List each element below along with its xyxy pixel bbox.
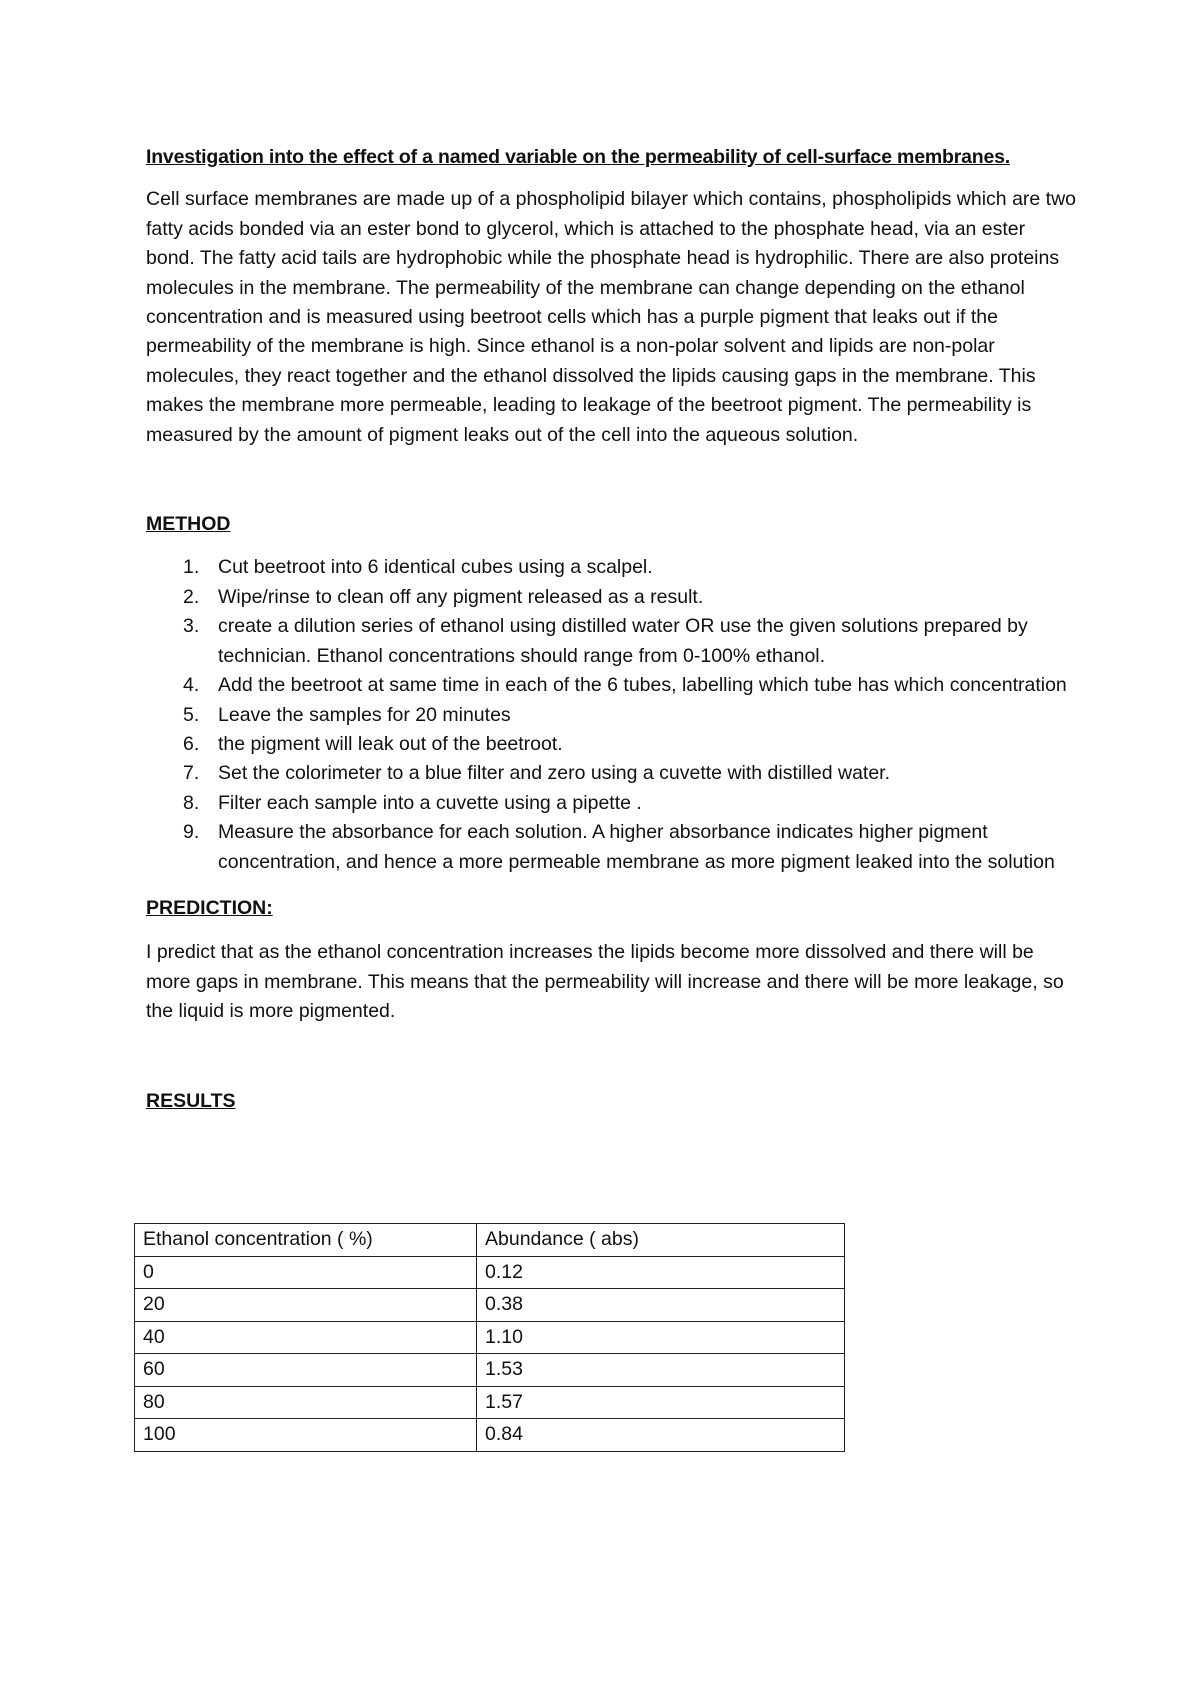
step-number: 6. bbox=[183, 732, 200, 755]
step-text: create a dilution series of ethanol using distilled water OR use the given solutions prepared by technician. Ethanol concentrations should range from 0-100% ethanol. bbox=[218, 615, 1028, 667]
table-cell: 0.38 bbox=[477, 1289, 845, 1322]
table-row bbox=[135, 1386, 845, 1419]
step-text: Set the colorimeter to a blue filter and zero using a cuvette with distilled water. bbox=[218, 762, 891, 785]
method-heading: METHOD bbox=[146, 513, 231, 536]
step-number: 4. bbox=[183, 674, 200, 697]
results-table bbox=[134, 1223, 845, 1452]
results-heading: RESULTS bbox=[146, 1089, 236, 1112]
list-item bbox=[146, 701, 1076, 730]
step-number: 8. bbox=[183, 791, 200, 814]
table-cell: 0.84 bbox=[477, 1419, 845, 1452]
intro-paragraph: Cell surface membranes are made up of a phospholipid bilayer which contains, phospholipids which are two fatty acids bonded via an ester bond to glycerol, which is attached to the phosphate head, via an ester bond. The fatty acid tails are hydrophobic while the phosphate head is hydrophilic. There are also proteins molecules in the membrane. The permeability of the membrane can change depending on the ethanol concentration and is measured using beetroot cells which has a purple pigment that leaks out if the permeability of the membrane is high. Since ethanol is a non-polar solvent and lipids are non-polar molecules, they react together and the ethanol dissolved the lipids causing gaps in the membrane. This makes the membrane more permeable, leading to leakage of the beetroot pigment. The permeability is measured by the amount of pigment leaks out of the cell into the aqueous solution. bbox=[146, 188, 1077, 446]
list-item bbox=[146, 730, 1076, 759]
step-number: 2. bbox=[183, 585, 200, 608]
step-number: 7. bbox=[183, 762, 200, 785]
step-text: Leave the samples for 20 minutes bbox=[218, 703, 511, 726]
step-number: 9. bbox=[183, 821, 200, 844]
table-cell: 60 bbox=[135, 1354, 477, 1387]
table-cell: 1.57 bbox=[477, 1386, 845, 1419]
table-cell: 1.53 bbox=[477, 1354, 845, 1387]
step-text: Cut beetroot into 6 identical cubes using a scalpel. bbox=[218, 556, 653, 579]
step-text: Filter each sample into a cuvette using a pipette . bbox=[218, 791, 642, 814]
list-item bbox=[146, 759, 1076, 788]
step-text: the pigment will leak out of the beetroot. bbox=[218, 732, 563, 755]
method-steps-list bbox=[146, 553, 1076, 876]
table-row bbox=[135, 1321, 845, 1354]
table-cell: 20 bbox=[135, 1289, 477, 1322]
table-row bbox=[135, 1354, 845, 1387]
table-row bbox=[135, 1289, 845, 1322]
document-title: Investigation into the effect of a named variable on the permeability of cell-surface membranes. bbox=[146, 146, 1010, 168]
step-number: 3. bbox=[183, 615, 200, 638]
step-text: Wipe/rinse to clean off any pigment released as a result. bbox=[218, 585, 704, 608]
table-cell: 0 bbox=[135, 1256, 477, 1289]
table-row bbox=[135, 1419, 845, 1452]
step-text: Add the beetroot at same time in each of the 6 tubes, labelling which tube has which concentration bbox=[218, 674, 1067, 697]
step-text: Measure the absorbance for each solution. A higher absorbance indicates higher pigment concentration, and hence a more permeable membrane as more pigment leaked into the solution bbox=[218, 821, 1055, 873]
table-row bbox=[135, 1256, 845, 1289]
step-number: 5. bbox=[183, 703, 200, 726]
column-header: Ethanol concentration ( %) bbox=[135, 1224, 477, 1257]
table-cell: 80 bbox=[135, 1386, 477, 1419]
list-item bbox=[146, 583, 1076, 612]
column-header: Abundance ( abs) bbox=[477, 1224, 845, 1257]
list-item bbox=[146, 818, 1076, 877]
prediction-paragraph: I predict that as the ethanol concentration increases the lipids become more dissolved and there will be more gaps in membrane. This means that the permeability will increase and there will be more leakage, so the liquid is more pigmented. bbox=[146, 941, 1064, 1023]
table-cell: 0.12 bbox=[477, 1256, 845, 1289]
document-page bbox=[146, 143, 1076, 1116]
step-number: 1. bbox=[183, 556, 200, 579]
table-header-row bbox=[135, 1224, 845, 1257]
prediction-heading: PREDICTION: bbox=[146, 896, 273, 919]
list-item bbox=[146, 612, 1076, 671]
list-item bbox=[146, 789, 1076, 818]
table-cell: 100 bbox=[135, 1419, 477, 1452]
list-item bbox=[146, 553, 1076, 582]
table-cell: 1.10 bbox=[477, 1321, 845, 1354]
list-item bbox=[146, 671, 1076, 700]
table-cell: 40 bbox=[135, 1321, 477, 1354]
